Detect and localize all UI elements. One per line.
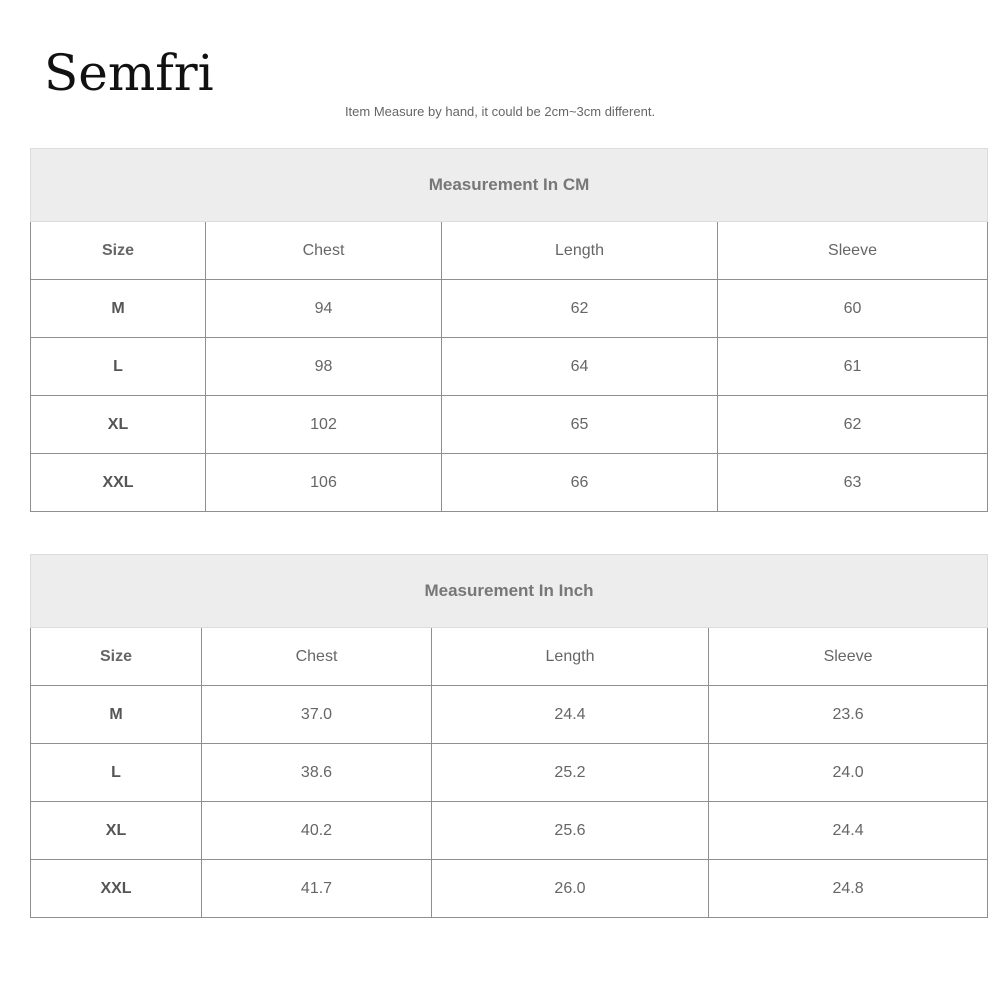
size-cell: M	[31, 686, 202, 744]
sleeve-cell: 23.6	[709, 686, 988, 744]
chest-cell: 94	[206, 280, 442, 338]
length-cell: 25.2	[432, 744, 709, 802]
table-row	[31, 338, 988, 396]
length-cell: 64	[442, 338, 718, 396]
size-cell: L	[31, 744, 202, 802]
chest-cell: 37.0	[202, 686, 432, 744]
table-caption: Measurement In CM	[31, 149, 988, 222]
table-row	[31, 396, 988, 454]
chest-cell: 38.6	[202, 744, 432, 802]
sleeve-cell: 62	[718, 396, 988, 454]
length-cell: 65	[442, 396, 718, 454]
sleeve-cell: 24.4	[709, 802, 988, 860]
column-header-size: Size	[31, 222, 206, 280]
chest-cell: 98	[206, 338, 442, 396]
table-row	[31, 744, 988, 802]
chest-cell: 40.2	[202, 802, 432, 860]
length-cell: 24.4	[432, 686, 709, 744]
brand-logo: Semfri	[44, 44, 214, 102]
chest-cell: 41.7	[202, 860, 432, 918]
table-caption: Measurement In Inch	[31, 555, 988, 628]
table-row	[31, 686, 988, 744]
chest-cell: 106	[206, 454, 442, 512]
column-header-chest: Chest	[206, 222, 442, 280]
column-header-size: Size	[31, 628, 202, 686]
size-cell: L	[31, 338, 206, 396]
length-cell: 66	[442, 454, 718, 512]
column-header-length: Length	[432, 628, 709, 686]
sleeve-cell: 24.8	[709, 860, 988, 918]
size-cell: XXL	[31, 454, 206, 512]
measurement-note: Item Measure by hand, it could be 2cm~3cm different.	[344, 104, 656, 119]
size-cell: XL	[31, 802, 202, 860]
size-cell: XL	[31, 396, 206, 454]
length-cell: 26.0	[432, 860, 709, 918]
table-row	[31, 280, 988, 338]
column-header-sleeve: Sleeve	[718, 222, 988, 280]
sleeve-cell: 61	[718, 338, 988, 396]
table-row	[31, 802, 988, 860]
size-cell: XXL	[31, 860, 202, 918]
table-header-row	[31, 222, 988, 280]
table-row	[31, 860, 988, 918]
size-table-inch	[30, 554, 988, 918]
sleeve-cell: 60	[718, 280, 988, 338]
column-header-length: Length	[442, 222, 718, 280]
size-cell: M	[31, 280, 206, 338]
length-cell: 25.6	[432, 802, 709, 860]
size-table-cm	[30, 148, 988, 512]
table-header-row	[31, 628, 988, 686]
length-cell: 62	[442, 280, 718, 338]
table-row	[31, 454, 988, 512]
column-header-sleeve: Sleeve	[709, 628, 988, 686]
chest-cell: 102	[206, 396, 442, 454]
column-header-chest: Chest	[202, 628, 432, 686]
sleeve-cell: 63	[718, 454, 988, 512]
sleeve-cell: 24.0	[709, 744, 988, 802]
